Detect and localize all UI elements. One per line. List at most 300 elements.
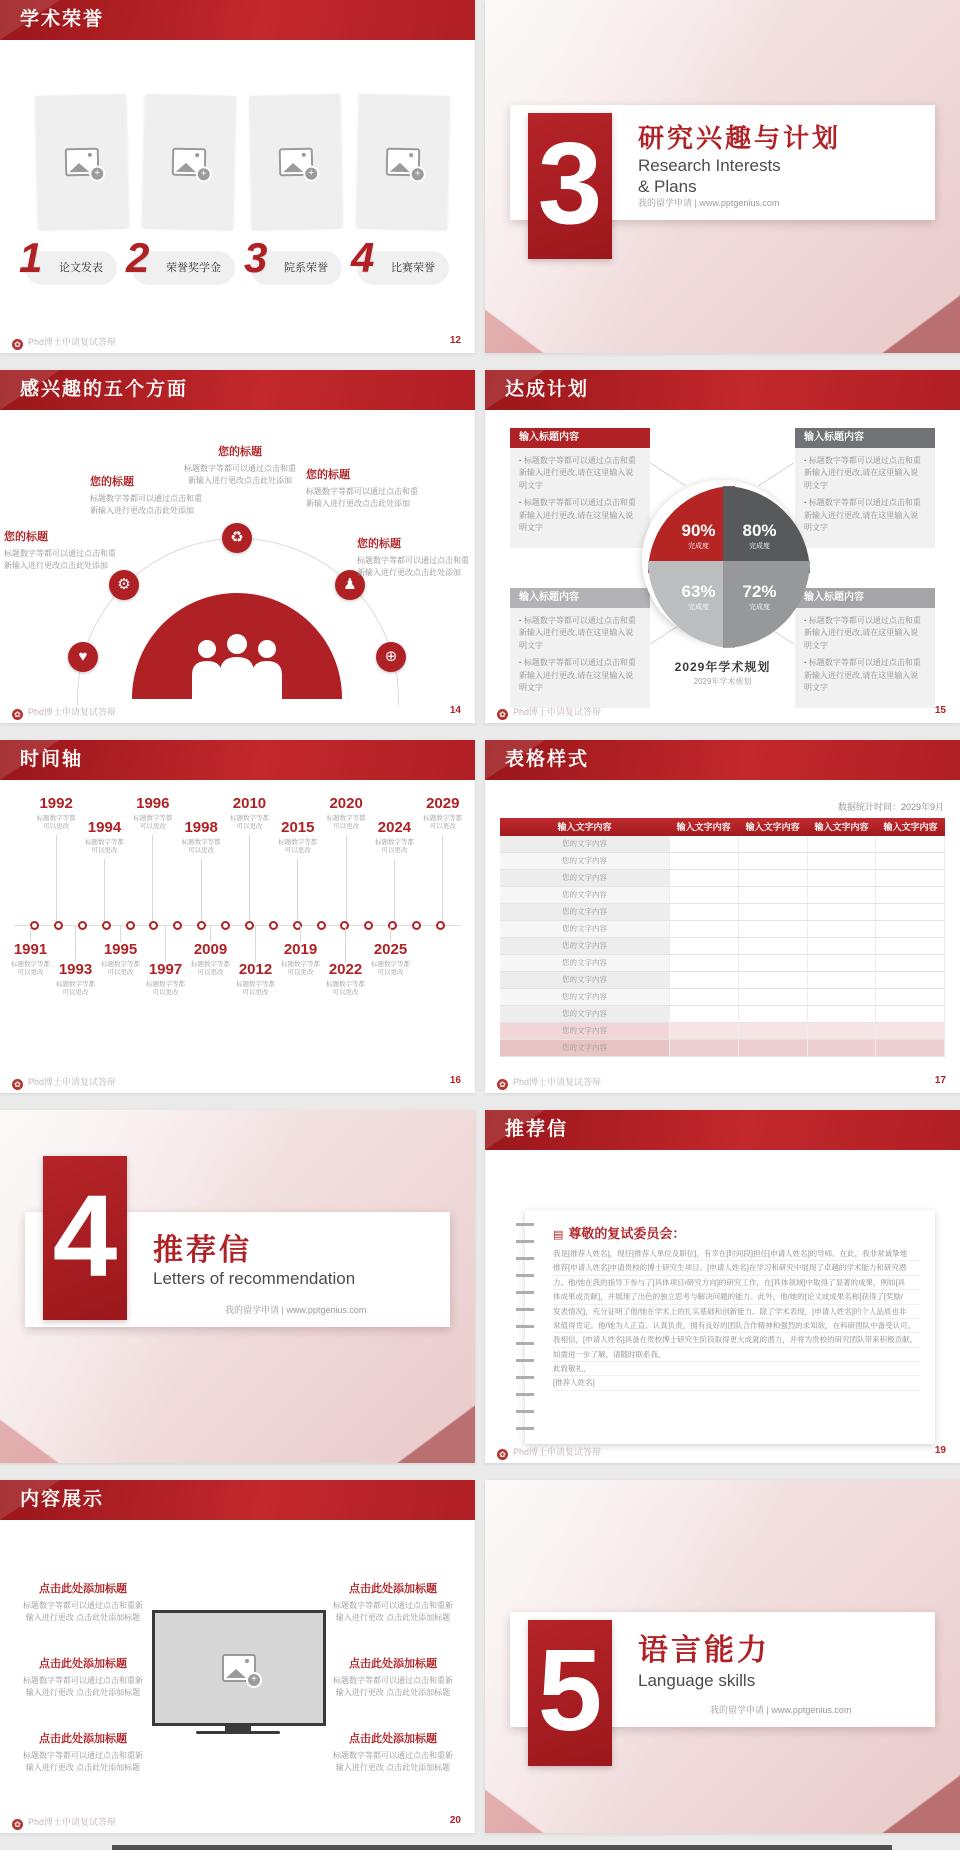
table-cell [808, 955, 877, 971]
table-row [500, 1006, 945, 1023]
table-cell [670, 904, 739, 920]
timeline-item [368, 926, 413, 1046]
table-header-cell: 输入文字内容 [745, 822, 800, 832]
page-number: 16 [449, 1075, 461, 1086]
table-row [500, 921, 945, 938]
plan-box-title: 输入标题内容 [510, 588, 650, 608]
image-placeholder-icon [65, 147, 100, 176]
section-subtitle: Letters of recommendation [153, 1269, 356, 1288]
table-header-row [500, 818, 945, 836]
plan-box-body [510, 448, 650, 548]
table-cell: 您的文字内容 [500, 972, 670, 988]
table-row [500, 1040, 945, 1057]
brand-logo-icon: ✿ [12, 1819, 23, 1830]
pie-value: 90% [681, 521, 716, 540]
slide-title-bar: 时间轴 [0, 740, 475, 780]
section-tagline: 我的留学申请 | www.pptgenius.com [638, 198, 780, 208]
timeline-desc: 标题数字等都 可以更改 [133, 814, 173, 831]
table-cell [739, 955, 808, 971]
content-block [318, 1580, 468, 1624]
table-cell [670, 1040, 739, 1056]
timeline-year: 1992 [39, 795, 73, 812]
honor-badge [126, 234, 235, 285]
badge-label: 荣誉奖学金 [166, 262, 221, 274]
slide-footer [497, 1445, 946, 1458]
pie-label: 完成度 [749, 543, 770, 550]
timeline-desc: 标题数字等都 可以更改 [11, 960, 50, 977]
table-cell [808, 1023, 877, 1039]
photo-placeholders [37, 95, 448, 228]
interest-title: 您的标题 [90, 476, 134, 488]
brand-logo-icon: ✿ [497, 1079, 508, 1090]
table-cell [808, 887, 877, 903]
table-row [500, 1023, 945, 1040]
table-cell [739, 921, 808, 937]
plan-box-title: 输入标题内容 [510, 428, 650, 448]
timeline-desc: 标题数字等都 可以更改 [371, 960, 410, 977]
interest-title: 您的标题 [218, 446, 262, 458]
timeline-year: 1996 [136, 795, 170, 812]
section-title: 研究兴趣与计划 [638, 123, 842, 153]
brand-logo-icon: ✿ [12, 709, 23, 720]
plan-box [510, 588, 650, 708]
badge-number: 3 [244, 234, 268, 281]
table-cell: 您的文字内容 [500, 1006, 670, 1022]
honor-badge [19, 234, 117, 285]
timeline-item [177, 796, 225, 925]
timeline-desc: 标题数字等都 可以更改 [423, 814, 463, 831]
table-cell [876, 972, 945, 988]
page-number: 15 [934, 705, 946, 716]
table-header-cell: 输入文字内容 [557, 822, 612, 832]
content-block [8, 1580, 158, 1624]
timeline-desc: 标题数字等都 可以更改 [236, 980, 275, 997]
timeline-top-items [32, 796, 467, 925]
tv-base [196, 1731, 280, 1734]
timeline-desc: 标题数字等都 可以更改 [374, 838, 414, 855]
timeline-year: 2029 [426, 795, 460, 812]
table-cell [808, 1040, 877, 1056]
photo-placeholder [357, 94, 450, 229]
table-cell [876, 1023, 945, 1039]
slide-section-4[interactable] [0, 1110, 475, 1463]
timeline-item [370, 796, 418, 925]
table-cell [808, 870, 877, 886]
slide-footer [497, 1075, 946, 1088]
content-block-body: 标题数字等都可以通过点击和重新 输入进行更改 点击此处添加标题 [333, 1601, 453, 1622]
table-cell [739, 853, 808, 869]
plan-bullet: · 标题数字等都可以通过点击和重新输入进行更改,请在这里输入说明文字 [804, 615, 926, 652]
timeline-desc: 标题数字等都 可以更改 [281, 960, 320, 977]
book-icon: ▤ [553, 1229, 564, 1241]
table-cell [876, 989, 945, 1005]
timeline-year: 2024 [377, 819, 412, 836]
timeline-item [32, 796, 80, 925]
timeline-item [225, 796, 273, 925]
photo-placeholder [36, 94, 129, 229]
slide-section-5[interactable] [485, 1480, 960, 1833]
badge-label: 院系荣誉 [284, 262, 328, 274]
globe-icon: ⊕ [376, 642, 406, 672]
table-cell [670, 989, 739, 1005]
plan-box-title: 输入标题内容 [795, 428, 935, 448]
table-cell [876, 853, 945, 869]
table-cell: 您的文字内容 [500, 904, 670, 920]
timeline-year: 2025 [373, 941, 408, 958]
timeline-item [53, 926, 98, 1046]
pie-caption: 2029年学术规划 [674, 660, 771, 674]
timeline-item [278, 926, 323, 1046]
table-row [500, 836, 945, 853]
timeline-item [233, 926, 278, 1046]
table-cell [808, 989, 877, 1005]
table-cell [876, 1040, 945, 1056]
timeline-year: 1995 [103, 941, 138, 958]
table-cell [670, 853, 739, 869]
letter-line: 常值得肯定。他/她为人正直、认真负责，拥有良好的团队合作精神和强烈的求知欲，在科研团队中备受认可。 [553, 1319, 921, 1333]
footer-brand: Phd博士申请复试答辩 [513, 1447, 602, 1457]
content-block-body: 标题数字等都可以通过点击和重新 输入进行更改 点击此处添加标题 [333, 1751, 453, 1772]
table-row [500, 887, 945, 904]
plan-box [795, 428, 935, 548]
timeline-item [98, 926, 143, 1046]
section-banner [510, 105, 935, 248]
letter-line: [推荐人姓名] [553, 1376, 921, 1390]
timeline-year: 1994 [87, 819, 122, 836]
plan-bullet: · 标题数字等都可以通过点击和重新输入进行更改,请在这里输入说明文字 [519, 657, 641, 694]
table-cell [670, 887, 739, 903]
plan-box-title: 输入标题内容 [795, 588, 935, 608]
timeline-dot [412, 921, 421, 930]
slide-footer [497, 705, 946, 718]
semicircle-diagram [0, 410, 475, 705]
section-title: 推荐信 [153, 1234, 252, 1267]
table-cell: 您的文字内容 [500, 853, 670, 869]
plan-bullet: · 标题数字等都可以通过点击和重新输入进行更改,请在这里输入说明文字 [804, 497, 926, 534]
content-block [318, 1655, 468, 1699]
table-cell: 您的文字内容 [500, 938, 670, 954]
table-cell: 您的文字内容 [500, 1040, 670, 1056]
image-placeholder-icon [279, 147, 314, 176]
pie-label: 完成度 [749, 604, 770, 611]
table-cell [739, 972, 808, 988]
table-cell [670, 938, 739, 954]
timeline-year: 1998 [184, 819, 218, 836]
section-banner [25, 1171, 450, 1327]
content-block-title: 点击此处添加标题 [349, 1583, 437, 1595]
honor-badge [351, 234, 449, 285]
completion-pie-chart [642, 480, 802, 640]
table-cell [670, 870, 739, 886]
timeline-desc: 标题数字等都 可以更改 [84, 838, 124, 855]
slide-title-bar: 内容展示 [0, 1480, 475, 1520]
table-cell [739, 887, 808, 903]
recycle-icon: ♻ [222, 523, 252, 553]
slide-five-interests[interactable] [0, 370, 475, 723]
timeline-desc: 标题数字等都 可以更改 [146, 980, 185, 997]
content-block-title: 点击此处添加标题 [39, 1583, 127, 1595]
section-banner [510, 1612, 935, 1755]
timeline-item [188, 926, 233, 1046]
table-row [500, 904, 945, 921]
image-placeholder-icon [172, 147, 207, 176]
table-row [500, 955, 945, 972]
badge-number: 2 [126, 234, 150, 281]
interest-body: 标题数字等都可以通过点击和重新输入进行更改点击此处添加 [306, 487, 418, 508]
brand-logo-icon: ✿ [497, 709, 508, 720]
timeline-desc: 标题数字等都 可以更改 [229, 814, 269, 831]
spiral-binding [516, 1218, 534, 1436]
table-cell: 您的文字内容 [500, 836, 670, 852]
plan-bullet: · 标题数字等都可以通过点击和重新输入进行更改,请在这里输入说明文字 [519, 455, 641, 492]
interest-block [306, 466, 420, 510]
table-row [500, 989, 945, 1006]
table-cell [808, 1006, 877, 1022]
letter-body [553, 1247, 921, 1391]
footer-brand: Phd博士申请复试答辩 [28, 1077, 117, 1087]
slide-footer [12, 1815, 461, 1828]
interest-body: 标题数字等都可以通过点击和重新输入进行更改点击此处添加 [4, 549, 116, 570]
content-block-title: 点击此处添加标题 [349, 1658, 437, 1670]
table-cell [670, 921, 739, 937]
section-number: 3 [528, 113, 612, 259]
content-block-title: 点击此处添加标题 [39, 1658, 127, 1670]
interest-block [4, 528, 118, 572]
slide-footer [12, 335, 461, 348]
content-block-body: 标题数字等都可以通过点击和重新 输入进行更改 点击此处添加标题 [23, 1676, 143, 1697]
slide-title-bar: 感兴趣的五个方面 [0, 370, 475, 410]
slide-title-bar: 表格样式 [485, 740, 960, 780]
table-cell [808, 921, 877, 937]
letter-line: 我是[推荐人姓名]，现任[推荐人单位及职位]，有幸在[时间段]担任[申请人姓名]的导师。在此，我非常诚挚地 [553, 1247, 921, 1261]
table-cell: 您的文字内容 [500, 989, 670, 1005]
letter-line: 此致敬礼， [553, 1362, 921, 1376]
photo-placeholder [143, 94, 236, 229]
plan-box [795, 588, 935, 708]
timeline-year: 2012 [238, 961, 273, 978]
slide-table-style[interactable] [485, 740, 960, 1093]
timeline-year: 2022 [328, 961, 363, 978]
content-block-title: 点击此处添加标题 [39, 1733, 127, 1745]
pie-value: 63% [681, 582, 716, 601]
table-cell [739, 870, 808, 886]
slide-footer [12, 1075, 461, 1088]
table-cell [739, 836, 808, 852]
image-placeholder-icon [222, 1654, 256, 1682]
table-cell [670, 955, 739, 971]
table-cell [876, 870, 945, 886]
letter-salutation: ▤ 尊敬的复试委员会： [553, 1226, 686, 1241]
table-cell [876, 938, 945, 954]
plan-bullet: · 标题数字等都可以通过点击和重新输入进行更改,请在这里输入说明文字 [519, 497, 641, 534]
slide-content-display[interactable] [0, 1480, 475, 1833]
table-cell [876, 955, 945, 971]
page-number: 12 [449, 335, 461, 346]
table-body [500, 836, 945, 1057]
slide-section-3[interactable] [485, 0, 960, 353]
letter-line: 发表情况]，充分证明了他/她在学术上的扎实基础和创新能力。除了学术表现，[申请人姓名]的个人品质也非 [553, 1305, 921, 1319]
badge-number: 1 [19, 234, 43, 281]
table-cell [670, 1023, 739, 1039]
letter-line: 如需进一步了解，请随时联系我。 [553, 1348, 921, 1362]
table-header-cell: 输入文字内容 [676, 822, 731, 832]
timeline-desc: 标题数字等都 可以更改 [101, 960, 140, 977]
interest-body: 标题数字等都可以通过点击和重新输入进行更改点击此处添加 [184, 464, 296, 485]
slide-recommendation-letter[interactable] [485, 1110, 960, 1463]
table-cell [808, 853, 877, 869]
data-table [500, 818, 945, 1057]
table-cell [739, 1006, 808, 1022]
page-number: 20 [449, 1815, 461, 1826]
section-number: 5 [528, 1620, 612, 1766]
table-cell [739, 904, 808, 920]
table-cell [876, 887, 945, 903]
honor-badges [19, 234, 449, 285]
interest-body: 标题数字等都可以通过点击和重新输入进行更改点击此处添加 [357, 556, 469, 577]
timeline-year: 2009 [193, 941, 228, 958]
table-cell [876, 1006, 945, 1022]
slide-title-bar: 学术荣誉 [0, 0, 475, 40]
badge-number: 4 [351, 234, 375, 281]
timeline-desc: 标题数字等都 可以更改 [56, 980, 95, 997]
content-block [8, 1730, 158, 1774]
slide-title-bar: 达成计划 [485, 370, 960, 410]
page-number: 14 [449, 705, 461, 716]
content-block-body: 标题数字等都可以通过点击和重新 输入进行更改 点击此处添加标题 [333, 1676, 453, 1697]
timeline-dot [436, 921, 445, 930]
slide-timeline[interactable] [0, 740, 475, 1093]
person-icon: ♟ [335, 570, 365, 600]
letter-line: 力。他/她在我的指导下参与了[具体项目/研究方向]的研究工作，在[具体领域]中取得了显著的成果，例如[具 [553, 1276, 921, 1290]
table-cell: 您的文字内容 [500, 921, 670, 937]
table-header-cell: 输入文字内容 [883, 822, 938, 832]
plan-bullet: · 标题数字等都可以通过点击和重新输入进行更改,请在这里输入说明文字 [804, 455, 926, 492]
timeline-item [8, 926, 53, 1046]
tv-screen-placeholder [152, 1610, 326, 1726]
section-tagline: 我的留学申请 | www.pptgenius.com [710, 1705, 852, 1715]
pie-label: 完成度 [688, 604, 709, 611]
table-cell [670, 836, 739, 852]
table-cell [739, 1023, 808, 1039]
badge-label: 比赛荣誉 [391, 262, 435, 274]
letter-line: 体成果或贡献]，并展现了出色的独立思考与解决问题的能力。此外，他/她的[论文或成果名称]获得了[奖励/ [553, 1290, 921, 1304]
content-block-body: 标题数字等都可以通过点击和重新 输入进行更改 点击此处添加标题 [23, 1601, 143, 1622]
table-cell [808, 904, 877, 920]
table-cell [670, 972, 739, 988]
section-tagline: 我的留学申请 | www.pptgenius.com [225, 1305, 367, 1315]
table-cell: 您的文字内容 [500, 955, 670, 971]
timeline-item [323, 926, 368, 1046]
photo-placeholder [250, 94, 343, 229]
pie-subcaption: 2029年学术规划 [693, 677, 752, 686]
timeline-year: 2019 [283, 941, 318, 958]
slide-footer [12, 705, 461, 718]
table-cell [739, 989, 808, 1005]
timeline-item [274, 796, 322, 925]
table-cell [876, 921, 945, 937]
interest-title: 您的标题 [306, 469, 350, 481]
timeline-item [419, 796, 467, 925]
section-subtitle: Language skills [638, 1671, 756, 1690]
footer-brand: Phd博士申请复试答辩 [28, 1817, 117, 1827]
interest-block [357, 535, 471, 579]
table-row [500, 853, 945, 870]
table-cell [739, 1040, 808, 1056]
table-cell [808, 972, 877, 988]
footer-brand: Phd博士申请复试答辩 [28, 337, 117, 347]
timeline-desc: 标题数字等都 可以更改 [326, 814, 366, 831]
image-placeholder-icon [386, 147, 421, 176]
interest-body: 标题数字等都可以通过点击和重新输入进行更改点击此处添加 [90, 494, 202, 515]
footer-brand: Phd博士申请复试答辩 [28, 707, 117, 717]
letter-line: 推荐[申请人姓名]申请贵校的博士研究生项目。[申请人姓名]在学习和研究中展现了卓越的学术能力和研究潜 [553, 1261, 921, 1275]
table-row [500, 972, 945, 989]
letter-line: 我相信，[申请人姓名]具备在贵校博士研究生阶段取得更大成就的潜力，并将为贵校的研究团队带来积极贡献。 [553, 1333, 921, 1347]
table-header-cell: 输入文字内容 [814, 822, 869, 832]
timeline-year: 1993 [58, 961, 93, 978]
section-subtitle: Research Interests & Plans [638, 156, 781, 197]
slide-academic-honors[interactable] [0, 0, 475, 353]
timeline-desc: 标题数字等都 可以更改 [36, 814, 76, 831]
timeline-year: 1997 [148, 961, 183, 978]
interest-title: 您的标题 [357, 538, 401, 550]
honor-badge [244, 234, 342, 285]
brand-logo-icon: ✿ [497, 1449, 508, 1460]
timeline-desc: 标题数字等都 可以更改 [191, 960, 230, 977]
timeline-item [129, 796, 177, 925]
content-block [318, 1730, 468, 1774]
page-number: 17 [934, 1075, 946, 1086]
timeline-desc: 标题数字等都 可以更改 [181, 838, 221, 855]
table-cell: 您的文字内容 [500, 1023, 670, 1039]
plan-bullet: · 标题数字等都可以通过点击和重新输入进行更改,请在这里输入说明文字 [519, 615, 641, 652]
heart-icon: ♥ [68, 642, 98, 672]
table-cell [876, 836, 945, 852]
next-row-slide-edge [112, 1845, 892, 1850]
pie-label: 完成度 [688, 543, 709, 550]
page-number: 19 [934, 1445, 946, 1456]
timeline-year: 2010 [232, 795, 267, 812]
timeline-item [322, 796, 370, 925]
slide-title-bar: 推荐信 [485, 1110, 960, 1150]
timeline-item [143, 926, 188, 1046]
gear-icon: ⚙ [109, 570, 139, 600]
pie-value: 80% [742, 521, 777, 540]
plan-box-body [795, 448, 935, 548]
interest-block [90, 473, 204, 517]
timeline-desc: 标题数字等都 可以更改 [278, 838, 318, 855]
table-cell [670, 1006, 739, 1022]
footer-brand: Phd博士申请复试答辩 [513, 1077, 602, 1087]
timeline-item [80, 796, 128, 925]
table-cell: 您的文字内容 [500, 887, 670, 903]
timeline-bottom-items [8, 926, 413, 1046]
timeline-desc: 标题数字等都 可以更改 [326, 980, 365, 997]
slide-plan[interactable] [485, 370, 960, 723]
table-row [500, 938, 945, 955]
timeline-year: 2015 [281, 819, 315, 836]
section-number: 4 [43, 1156, 127, 1320]
people-icon [171, 633, 303, 699]
table-cell [876, 904, 945, 920]
plan-bullet: · 标题数字等都可以通过点击和重新输入进行更改,请在这里输入说明文字 [804, 657, 926, 694]
content-block-body: 标题数字等都可以通过点击和重新 输入进行更改 点击此处添加标题 [23, 1751, 143, 1772]
interest-title: 您的标题 [4, 531, 48, 543]
table-cell: 您的文字内容 [500, 870, 670, 886]
timeline-year: 1991 [13, 941, 48, 958]
table-row [500, 870, 945, 887]
table-cell [739, 938, 808, 954]
